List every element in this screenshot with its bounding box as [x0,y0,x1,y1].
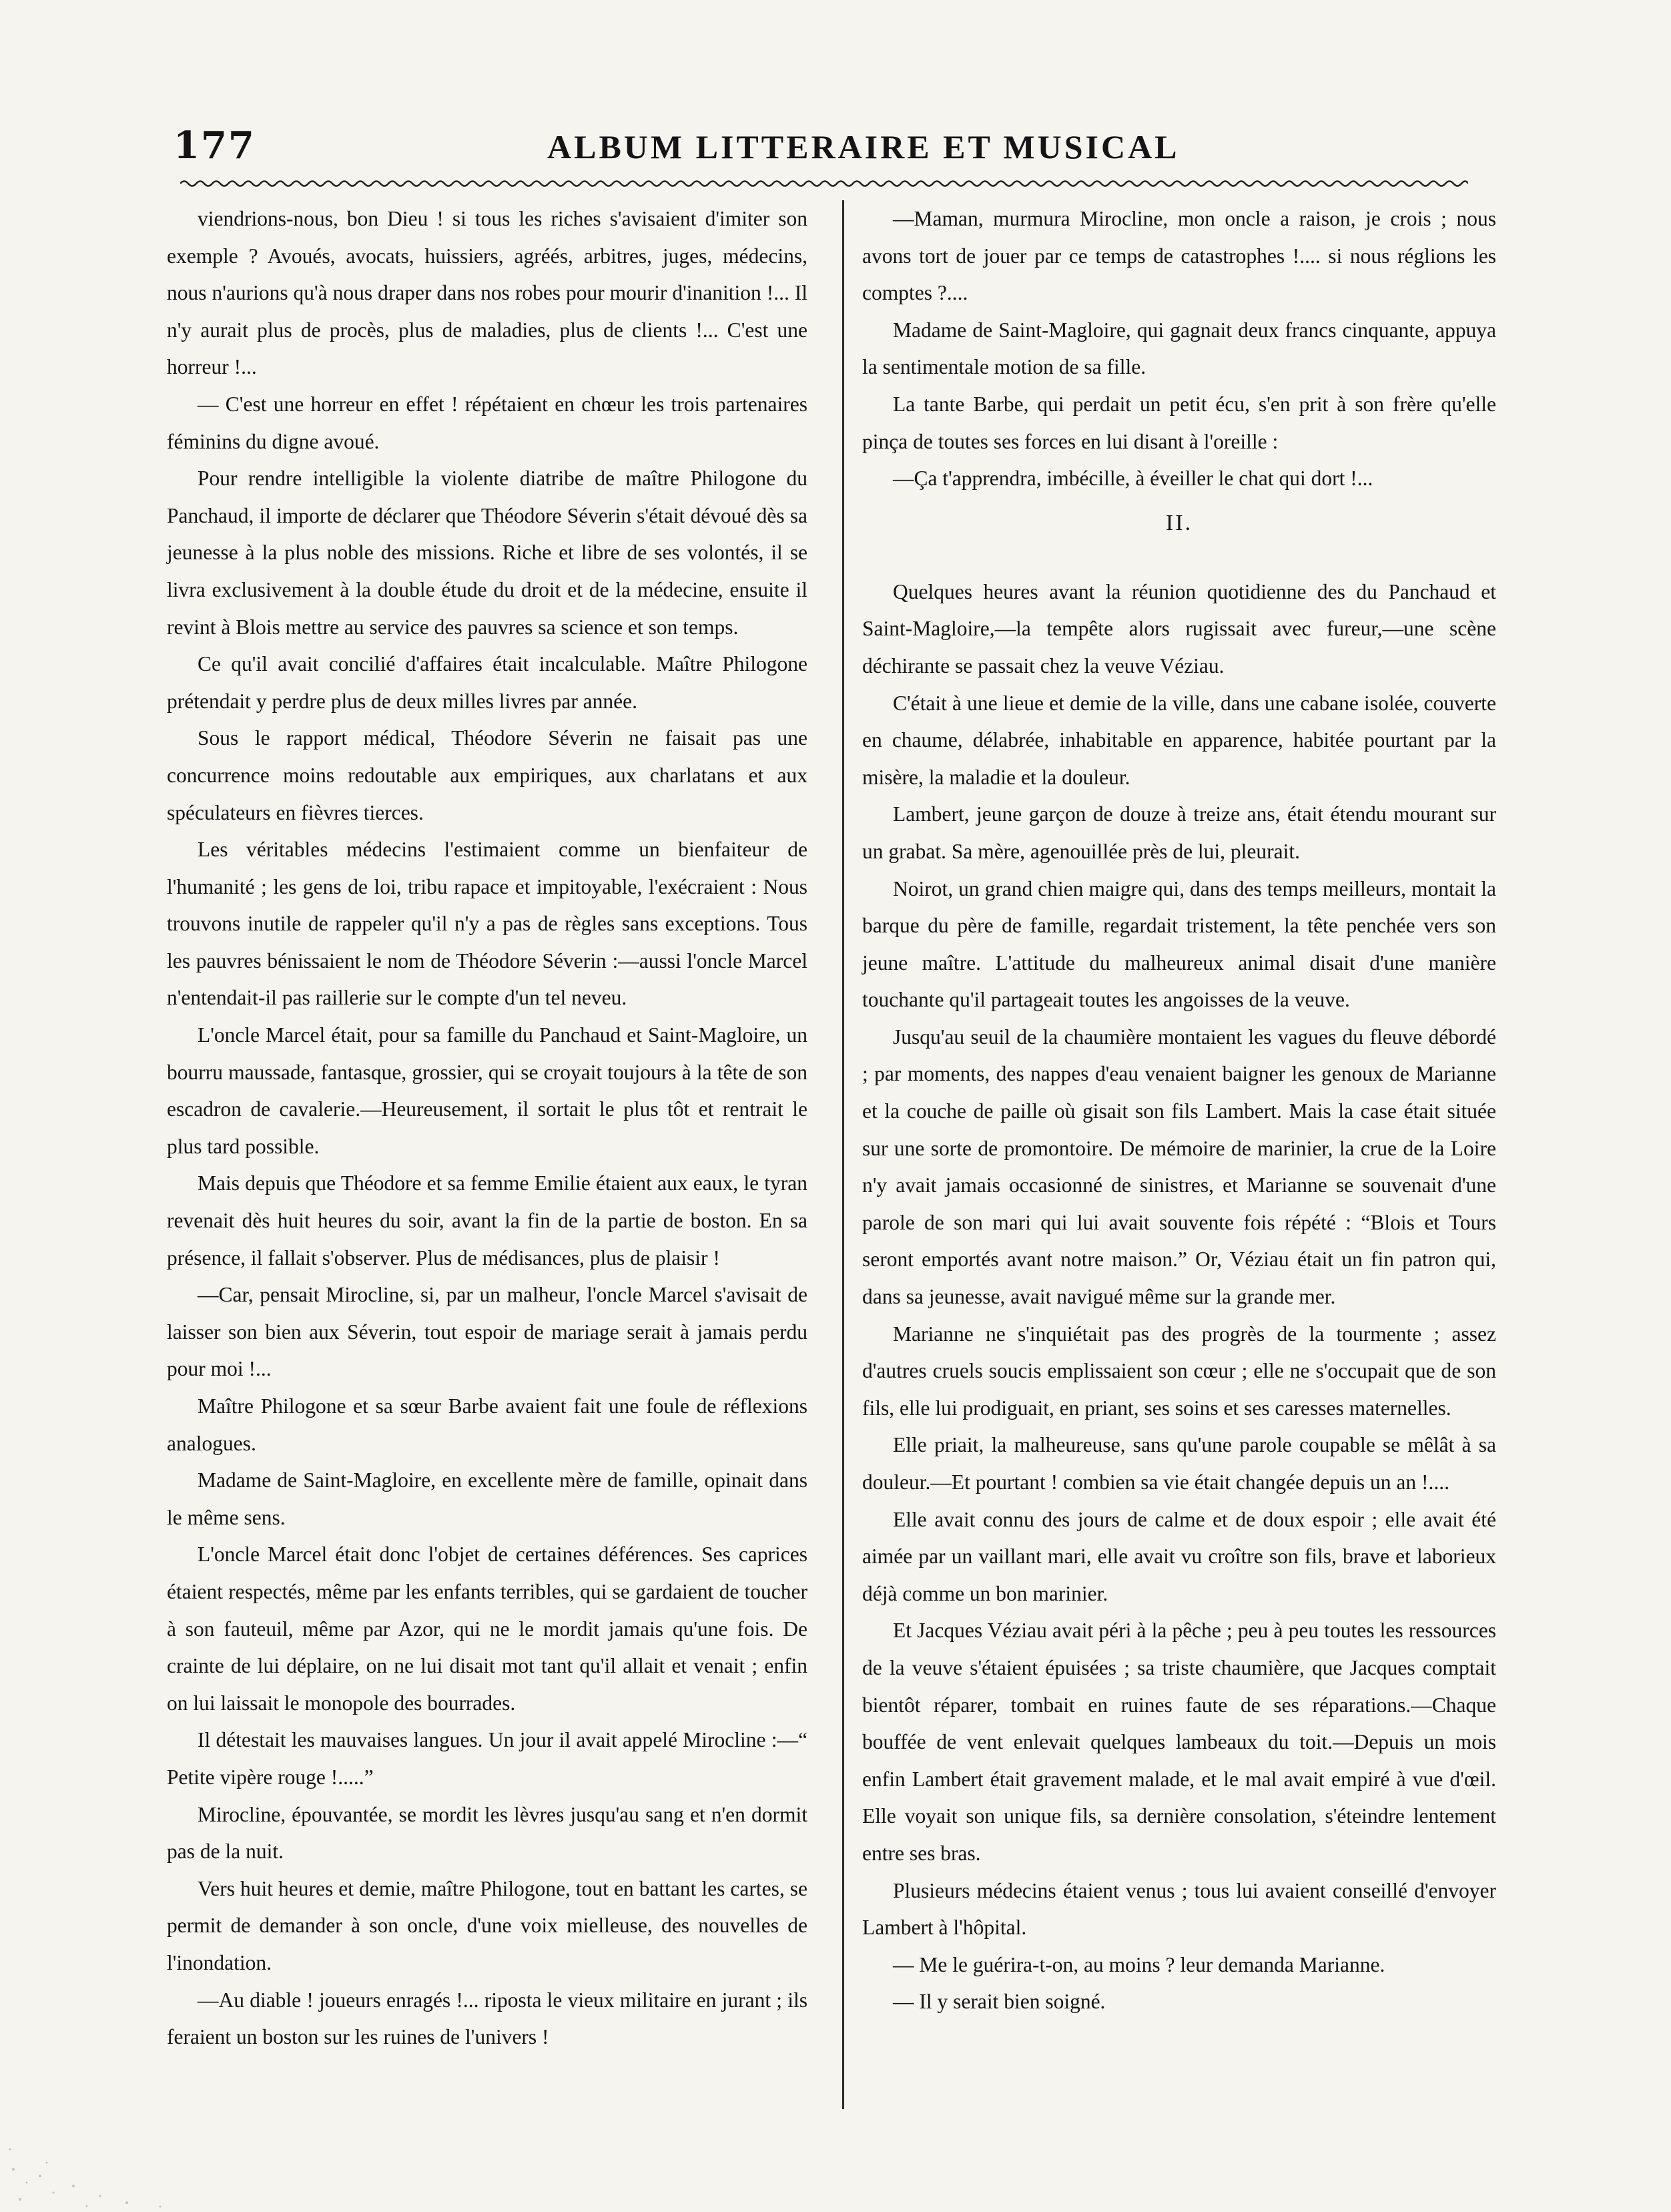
page-number: 177 [174,123,256,168]
journal-title: ALBUM LITTERAIRE ET MUSICAL [547,128,1180,166]
section-heading: II. [1165,510,1193,535]
left-column-paragraph: Pour rendre intelligible la violente diatribe de maître Philogone du Panchaud, il importe de déclarer que Théodore Séverin s'était dévoué dès sa jeunesse à la plus noble des missions. Riche et libre de ses volontés, il se livra exclusivement à la double étude du droit et de la médecine, ensuite il revint à Blois mettre au service des pauvres sa science et son temps. [167,467,807,639]
left-column-paragraph: Madame de Saint-Magloire, en excellente mère de famille, opinait dans le même sens. [167,1468,807,1529]
column-divider [842,200,844,2109]
right-column-paragraph: Madame de Saint-Magloire, qui gagnait deux francs cinquante, appuya la sentimentale motion de sa fille. [862,318,1496,379]
left-column-paragraph: L'oncle Marcel était, pour sa famille du Panchaud et Saint-Magloire, un bourru maussade, fantasque, grossier, qui se croyait toujours à la tête de son escadron de cavalerie.—Heureusement, il sortait le plus tôt et rentrait le plus tard possible. [167,1023,807,1158]
right-column-paragraph: C'était à une lieue et demie de la ville, dans une cabane isolée, couverte en chaume, délabrée, inhabitable en apparence, habitée pourtant par la misère, la maladie et la douleur. [862,691,1496,789]
right-column-paragraph: Et Jacques Véziau avait péri à la pêche ; peu à peu toutes les ressources de la veuve s'étaient épuisées ; sa triste chaumière, que Jacques comptait bientôt réparer, tombait en ruines faute de ses réparations.—Chaque bouffée de vent enlevait quelques lambeaux du toit.—Depuis un mois enfin Lambert était gravement malade, et le mal avait empiré à vue d'œil. Elle voyait son unique fils, sa dernière consolation, s'éteindre lentement entre ses bras. [862,1619,1496,1865]
decorative-wavy-rule [180,179,1468,188]
left-column-paragraph: Vers huit heures et demie, maître Philogone, tout en battant les cartes, se permit de demander à son oncle, d'une voix mielleuse, des nouvelles de l'inondation. [167,1876,807,1974]
left-column-paragraph: Il détestait les mauvaises langues. Un jour il avait appelé Mirocline :—“ Petite vipère rouge !.....” [167,1728,807,1789]
left-column-paragraph: Mirocline, épouvantée, se mordit les lèvres jusqu'au sang et n'en dormit pas de la nuit. [167,1802,807,1864]
right-column-paragraph: Elle avait connu des jours de calme et de doux espoir ; elle avait été aimée par un vaillant mari, elle avait vu croître son fils, brave et laborieux déjà comme un bon marinier. [862,1507,1496,1605]
right-column-paragraph: — Il y serait bien soigné. [893,1990,1106,2014]
right-column-paragraph: Marianne ne s'inquiétait pas des progrès de la tourmente ; assez d'autres cruels soucis emplissaient son cœur ; elle ne s'occupait que de son fils, elle lui prodiguait, en priant, ses soins et ses caresses maternelles. [862,1322,1496,1420]
right-column-paragraph: Plusieurs médecins étaient venus ; tous lui avaient conseillé d'envoyer Lambert à l'hôpital. [862,1878,1496,1940]
right-column-paragraph: Elle priait, la malheureuse, sans qu'une parole coupable se mêlât à sa douleur.—Et pourtant ! combien sa vie était changée depuis un an !.... [862,1433,1496,1494]
left-column-paragraph: Mais depuis que Théodore et sa femme Emilie étaient aux eaux, le tyran revenait dès huit heures du soir, avant la fin de la partie de boston. En sa présence, il fallait s'observer. Plus de médisances, plus de plaisir ! [167,1171,807,1270]
right-column-paragraph: — Me le guérira-t-on, au moins ? leur demanda Marianne. [893,1952,1385,1976]
left-column [167,200,807,2056]
right-column-paragraph: —Maman, murmura Mirocline, mon oncle a raison, je crois ; nous avons tort de jouer par ce temps de catastrophes !.... si nous réglions les comptes ?.... [862,207,1496,305]
right-column-paragraph: Lambert, jeune garçon de douze à treize ans, était étendu mourant sur un grabat. Sa mère, agenouillée près de lui, pleurait. [862,802,1496,863]
paper-edge-speckle [0,2069,280,2212]
right-column-paragraph: —Ça t'apprendra, imbécille, à éveiller le chat qui dort !... [893,467,1373,491]
left-column-paragraph: viendrions-nous, bon Dieu ! si tous les riches s'avisaient d'imiter son exemple ? Avoués, avocats, huissiers, agréés, arbitres, juges, médecins, nous n'aurions qu'à nous draper dans nos robes pour mourir d'inanition !... Il n'y aurait plus de procès, plus de maladies, plus de clients !... C'est une horreur !... [167,207,807,379]
left-column-paragraph: —Au diable ! joueurs enragés !... riposta le vieux militaire en jurant ; ils feraient un boston sur les ruines de l'univers ! [167,1988,807,2049]
left-column-paragraph: L'oncle Marcel était donc l'objet de certaines déférences. Ses caprices étaient respectés, même par les enfants terribles, qui se gardaient de toucher à son fauteuil, même par Azor, qui ne le mordit jamais qu'une fois. De crainte de lui déplaire, on ne lui disait mot tant qu'il allait et venait ; enfin on lui laissait le monopole des bourrades. [167,1543,807,1715]
left-column-paragraph: —Car, pensait Mirocline, si, par un malheur, l'oncle Marcel s'avisait de laisser son bien aux Séverin, tout espoir de mariage serait à jamais perdu pour moi !... [167,1283,807,1381]
left-column-paragraph: — C'est une horreur en effet ! répétaient en chœur les trois partenaires féminins du digne avoué. [167,392,807,453]
right-column-part-1 [862,200,1496,497]
right-column-paragraph: Quelques heures avant la réunion quotidienne des du Panchaud et Saint-Magloire,—la tempête alors rugissait avec fureur,—une scène déchirante se passait chez la veuve Véziau. [862,579,1496,677]
right-column-paragraph: La tante Barbe, qui perdait un petit écu, s'en prit à son frère qu'elle pinça de toutes ses forces en lui disant à l'oreille : [862,392,1496,453]
left-column-paragraph: Sous le rapport médical, Théodore Séverin ne faisait pas une concurrence moins redoutable aux empiriques, aux charlatans et aux spéculateurs en fièvres tierces. [167,726,807,824]
left-column-paragraph: Les véritables médecins l'estimaient comme un bienfaiteur de l'humanité ; les gens de loi, tribu rapace et impitoyable, l'exécraient : Nous trouvons inutile de rappeler qu'il n'y a pas de règles sans exceptions. Tous les pauvres bénissaient le nom de Théodore Séverin :—aussi l'oncle Marcel n'entendait-il pas raillerie sur le compte d'un tel neveu. [167,838,807,1010]
left-column-paragraph: Ce qu'il avait concilié d'affaires était incalculable. Maître Philogone prétendait y perdre plus de deux milles livres par année. [167,652,807,713]
right-column-part-2 [862,573,1496,2020]
left-column-paragraph: Maître Philogone et sa sœur Barbe avaient fait une foule de réflexions analogues. [167,1394,807,1455]
right-column-paragraph: Noirot, un grand chien maigre qui, dans des temps meilleurs, montait la barque du père de famille, regardait tristement, la tête penchée vers son jeune maître. L'attitude du malheureux animal disait d'une manière touchante qu'il partageait toutes les angoisses de la veuve. [862,876,1496,1012]
right-column-paragraph: Jusqu'au seuil de la chaumière montaient les vagues du fleuve débordé ; par moments, des nappes d'eau venaient baigner les genoux de Marianne et la couche de paille où gisait son fils Lambert. Mais la case était située sur une sorte de promontoire. De mémoire de marinier, la crue de la Loire n'y avait jamais occasionné de sinistres, et Marianne se souvenait d'une parole de son mari qui lui avait souvente fois répété : “Blois et Tours seront emportés avant notre maison.” Or, Véziau était un fin patron qui, dans sa jeunesse, avait navigué même sur la grande mer. [862,1025,1496,1309]
right-column [862,200,1496,2020]
page-header [167,123,1475,184]
